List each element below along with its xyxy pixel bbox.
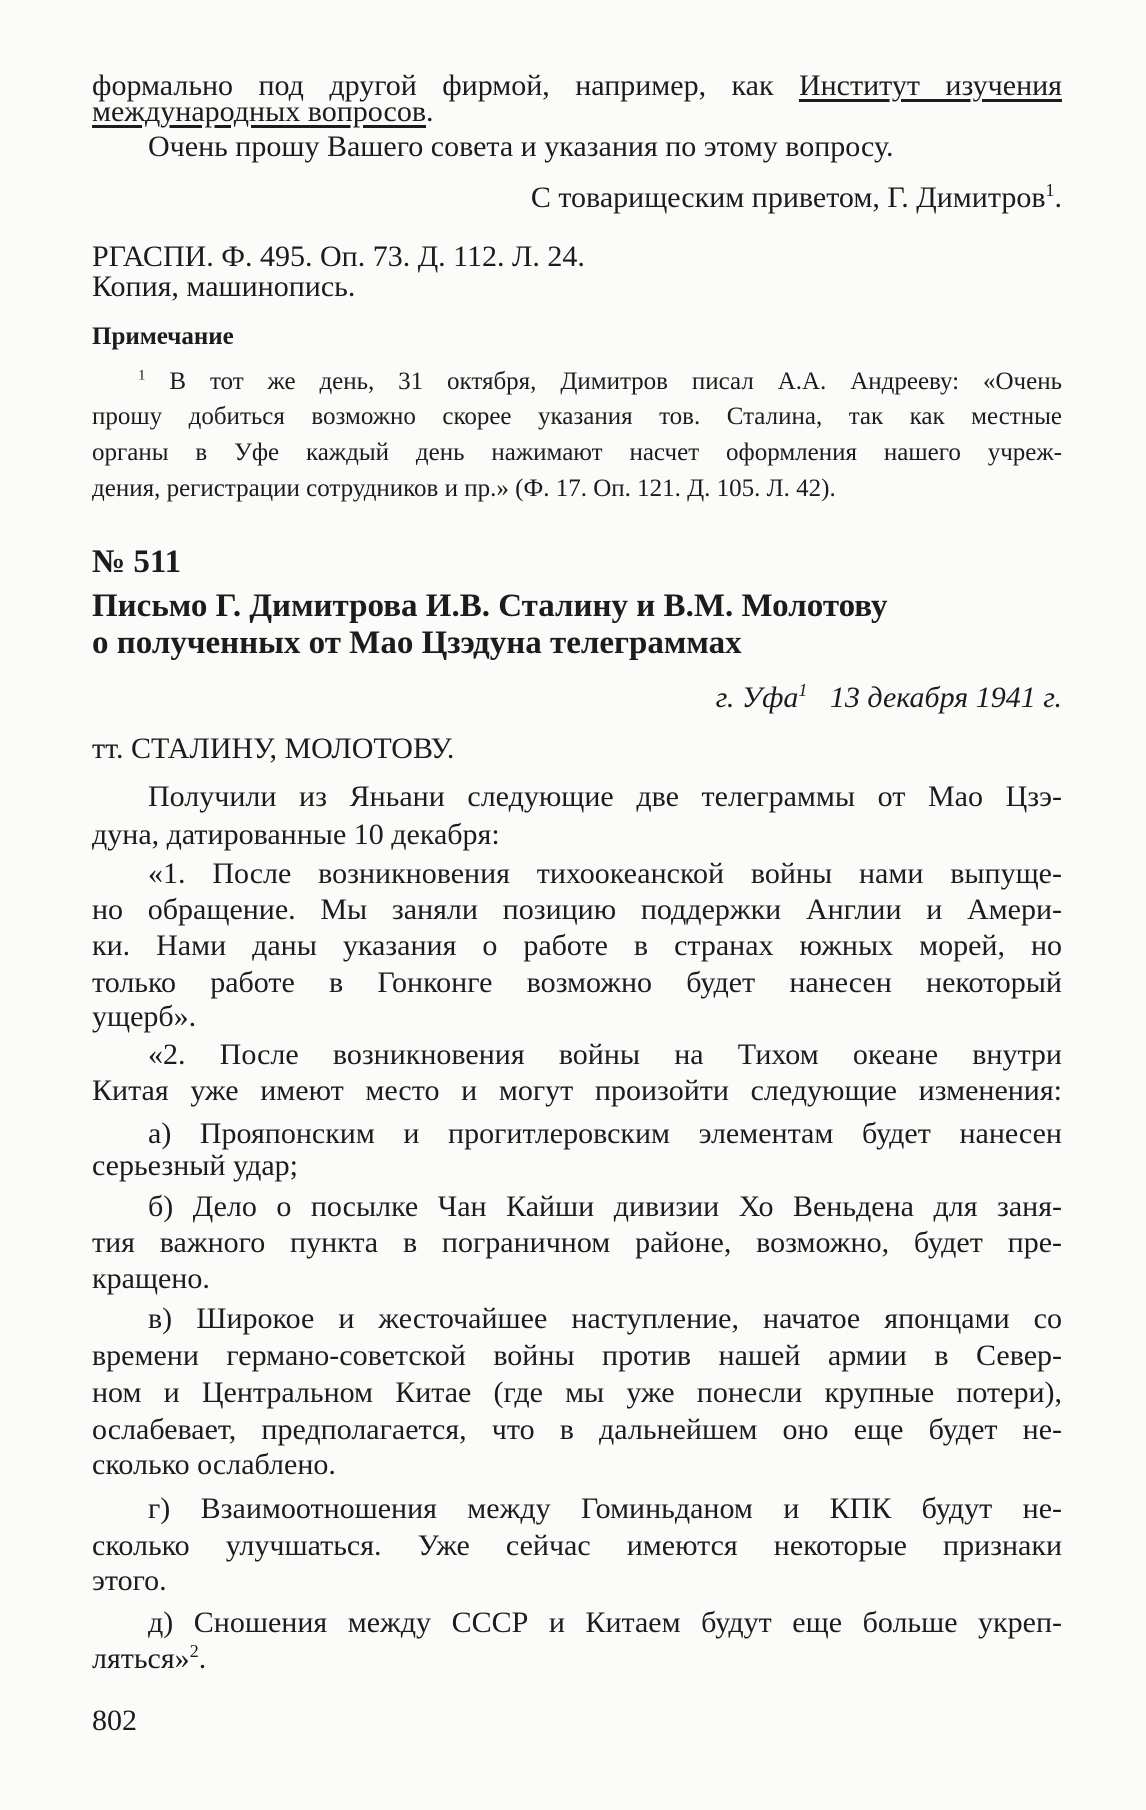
body-line: «1. После возникновения тихоокеанской войны нами выпуще- bbox=[148, 857, 1062, 890]
signature bbox=[92, 179, 1062, 217]
body-line: в) Широкое и жесточайшее наступление, начатое японцами со bbox=[148, 1302, 1062, 1335]
body-line bbox=[92, 1640, 1062, 1678]
document-title-line: о полученных от Мао Цзэдуна телеграммах bbox=[92, 625, 742, 661]
footnote-line: дения, регистрации сотрудников и пр.» (Ф. 17. Оп. 121. Д. 105. Л. 42). bbox=[92, 475, 836, 502]
footnote-mark: 1 bbox=[138, 367, 146, 384]
body-line: ки. Нами даны указания о работе в странах южных морей, но bbox=[92, 929, 1062, 962]
place: г. Уфа bbox=[715, 681, 799, 714]
body-line: но обращение. Мы заняли позицию поддержки Англии и Амери- bbox=[92, 893, 1062, 926]
body-line: тия важного пункта в пограничном районе, возможно, будет пре- bbox=[92, 1226, 1062, 1259]
document-title-line: Письмо Г. Димитрова И.В. Сталину и В.М. Молотову bbox=[92, 588, 888, 624]
body-line: ном и Центральном Китае (где мы уже понесли крупные потери), bbox=[92, 1376, 1062, 1409]
text-span: формально под другой фирмой, например, как bbox=[92, 69, 799, 102]
footnote-line: прошу добиться возможно скорее указания тов. Сталина, так как местные bbox=[92, 403, 1062, 430]
body-line: ослабевает, предполагается, что в дальнейшем оно еще будет не- bbox=[92, 1413, 1062, 1446]
body-line: Китая уже имеют место и могут произойти следующие изменения: bbox=[92, 1074, 1062, 1107]
text-span: ляться» bbox=[92, 1642, 190, 1675]
text-span: . bbox=[1054, 181, 1062, 214]
body-line: только работе в Гонконге возможно будет нанесен некоторый bbox=[92, 966, 1062, 999]
place-date bbox=[92, 679, 1062, 717]
text-span: . bbox=[198, 1642, 207, 1675]
underlined-text: международных вопросов bbox=[92, 95, 427, 128]
body-line: кращено. bbox=[92, 1262, 210, 1295]
body-line: серьезный удар; bbox=[92, 1149, 299, 1182]
addressee: тт. СТАЛИНУ, МОЛОТОВУ. bbox=[92, 732, 455, 765]
note-heading: Примечание bbox=[92, 323, 234, 350]
body-line: б) Дело о посылке Чан Кайши дивизии Хо Веньдена для заня- bbox=[148, 1190, 1062, 1223]
footnote-line: органы в Уфе каждый день нажимают насчет оформления нашего учреж- bbox=[92, 439, 1062, 466]
body-line: Получили из Яньани следующие две телеграммы от Мао Цзэ- bbox=[148, 780, 1062, 813]
body-line: д) Сношения между СССР и Китаем будут еще больше укреп- bbox=[148, 1606, 1062, 1639]
date: 13 декабря 1941 г. bbox=[829, 681, 1062, 714]
copy-type: Копия, машинопись. bbox=[92, 270, 356, 303]
text-span: В тот же день, 31 октября, Димитров писал А.А. Андрееву: «Очень bbox=[145, 368, 1062, 395]
footnote-line bbox=[92, 365, 1062, 399]
underlined-text: Институт изучения bbox=[798, 69, 1062, 102]
body-line: времени германо-советской войны против нашей армии в Север- bbox=[92, 1339, 1062, 1372]
footnote-ref: 1 bbox=[798, 680, 808, 700]
signature-text: С товарищеским приветом, Г. Димитров bbox=[530, 181, 1046, 214]
text-span: . bbox=[426, 95, 434, 128]
request-line: Очень прошу Вашего совета и указания по этому вопросу. bbox=[148, 130, 894, 163]
body-line: а) Прояпонским и прогитлеровским элементам будет нанесен bbox=[148, 1117, 1062, 1150]
page-number: 802 bbox=[92, 1704, 137, 1737]
body-line: ущерб». bbox=[92, 1000, 197, 1033]
document-number: № 511 bbox=[92, 544, 182, 580]
body-line: сколько улучшаться. Уже сейчас имеются некоторые признаки bbox=[92, 1529, 1062, 1562]
archive-source: РГАСПИ. Ф. 495. Оп. 73. Д. 112. Л. 24. bbox=[92, 240, 585, 273]
footnote-ref: 2 bbox=[189, 1641, 199, 1661]
body-line: сколько ослаблено. bbox=[92, 1448, 336, 1481]
body-line: «2. После возникновения войны на Тихом океане внутри bbox=[148, 1038, 1062, 1071]
body-line: дуна, датированные 10 декабря: bbox=[92, 818, 500, 851]
text-line bbox=[92, 93, 1062, 131]
body-line: г) Взаимоотношения между Гоминьданом и КПК будут не- bbox=[148, 1492, 1062, 1525]
footnote-ref: 1 bbox=[1045, 180, 1055, 200]
body-line: этого. bbox=[92, 1564, 167, 1597]
